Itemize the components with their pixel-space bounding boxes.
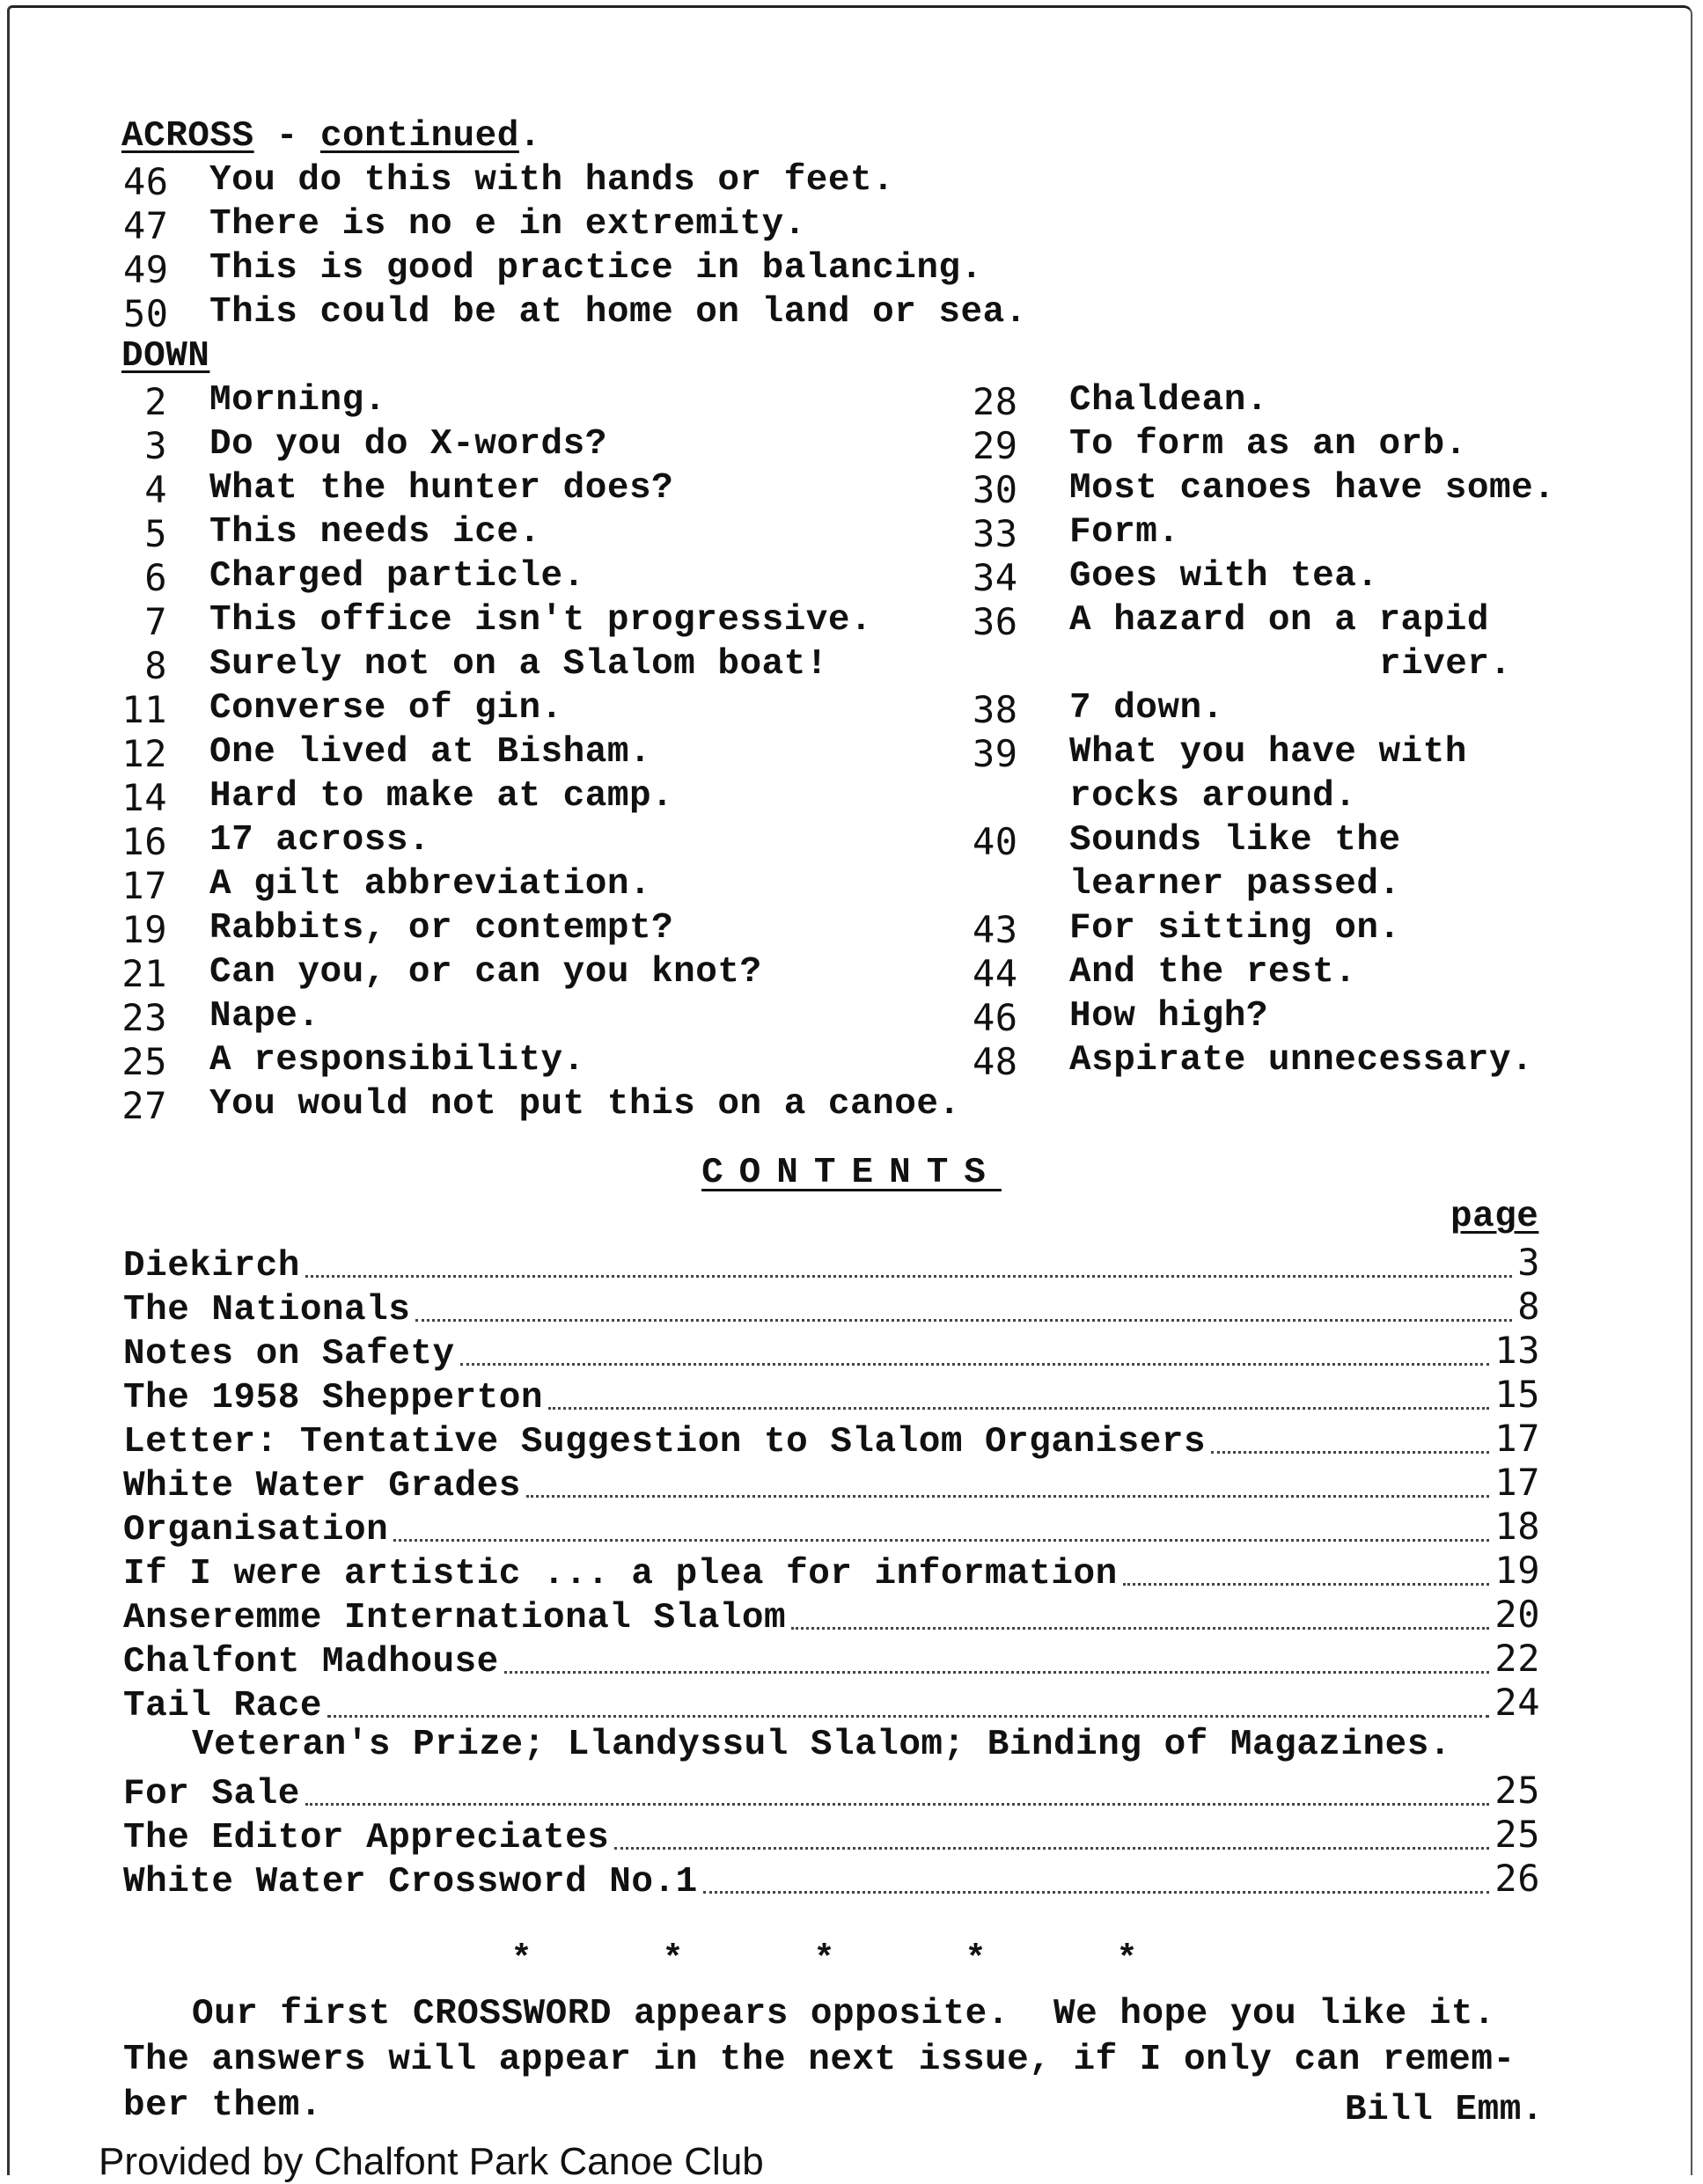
- toc-title: White Water Grades: [123, 1466, 521, 1506]
- toc-entry: [123, 1329, 1540, 1373]
- clue-text: For sitting on.: [1069, 908, 1401, 949]
- clue-number: 36: [973, 600, 1018, 643]
- clue-text: A gilt abbreviation.: [209, 864, 652, 905]
- across-label: ACROSS: [121, 116, 254, 157]
- clue-number: 11: [121, 688, 167, 731]
- toc-leader: [703, 1891, 1490, 1894]
- clue-number: 48: [973, 1040, 1018, 1083]
- clue-number: 2: [144, 380, 167, 423]
- clue-text: Do you do X-words?: [209, 424, 607, 465]
- across-sep: -: [253, 116, 320, 157]
- toc-page: 8: [1517, 1285, 1540, 1328]
- toc-title: The Nationals: [123, 1290, 411, 1330]
- clue-text: 17 across.: [209, 820, 431, 861]
- clue-number: 14: [121, 776, 167, 819]
- toc-page: 17: [1494, 1461, 1540, 1504]
- toc-entry: [123, 1241, 1540, 1285]
- across-dot: .: [518, 116, 541, 157]
- toc-leader: [504, 1671, 1490, 1674]
- toc-title: Notes on Safety: [123, 1334, 455, 1374]
- clue-text: You do this with hands or feet.: [209, 160, 895, 201]
- toc-entry: [123, 1681, 1540, 1725]
- toc-page: 13: [1494, 1329, 1540, 1372]
- clue-text: 7 down.: [1069, 688, 1224, 729]
- clue-number: 47: [123, 204, 169, 247]
- clue-number: 43: [973, 908, 1018, 951]
- toc-entry: [123, 1813, 1540, 1857]
- clue-number: 38: [973, 688, 1018, 731]
- down-label: DOWN: [121, 336, 210, 377]
- toc-title: The Editor Appreciates: [123, 1818, 610, 1858]
- toc-leader: [1123, 1583, 1490, 1586]
- clue-text: How high?: [1069, 996, 1268, 1037]
- toc-leader: [393, 1539, 1489, 1542]
- footer-provided-by: Provided by Chalfont Park Canoe Club: [99, 2140, 764, 2183]
- clue-number: 21: [121, 952, 167, 995]
- clue-text: What the hunter does?: [209, 468, 674, 509]
- toc-entry: [123, 1593, 1540, 1637]
- down-heading: [121, 336, 209, 377]
- toc-leader: [305, 1803, 1490, 1806]
- clue-text: Nape.: [209, 996, 320, 1037]
- toc-entry: [123, 1505, 1540, 1549]
- note-line-3: ber them.: [123, 2085, 322, 2126]
- clue-number: 46: [123, 160, 169, 203]
- clue-number: 7: [144, 600, 167, 643]
- toc-title: If I were artistic ... a plea for information: [123, 1554, 1118, 1594]
- toc-title: Letter: Tentative Suggestion to Slalom Organisers: [123, 1422, 1207, 1462]
- clue-number: 27: [121, 1084, 167, 1127]
- toc-leader: [791, 1627, 1489, 1630]
- contents-title-text: CONTENTS: [701, 1153, 1002, 1193]
- toc-title: Diekirch: [123, 1246, 300, 1286]
- clue-text-continued: river.: [1379, 644, 1512, 685]
- clue-text: One lived at Bisham.: [209, 732, 652, 773]
- clue-number: 12: [121, 732, 167, 775]
- toc-leader: [415, 1319, 1512, 1322]
- clue-text: There is no e in extremity.: [209, 204, 806, 245]
- clue-text: Morning.: [209, 380, 386, 421]
- clue-text: Chaldean.: [1069, 380, 1268, 421]
- toc-leader: [460, 1363, 1490, 1366]
- clue-number: 8: [144, 644, 167, 687]
- toc-leader: [1211, 1451, 1489, 1454]
- clue-number: 17: [121, 864, 167, 907]
- clue-text: You would not put this on a canoe.: [209, 1084, 961, 1125]
- clue-number: 46: [973, 996, 1018, 1039]
- clue-text: And the rest.: [1069, 952, 1357, 993]
- clue-text: Converse of gin.: [209, 688, 563, 729]
- clue-number: 23: [121, 996, 167, 1039]
- clue-number: 29: [973, 424, 1018, 467]
- toc-page: 22: [1494, 1637, 1540, 1680]
- toc-page: 17: [1494, 1417, 1540, 1460]
- clue-number: 49: [123, 248, 169, 291]
- clue-text: Goes with tea.: [1069, 556, 1379, 597]
- toc-entry: [123, 1769, 1540, 1813]
- clue-number: 34: [973, 556, 1018, 599]
- clue-text: This could be at home on land or sea.: [209, 292, 1027, 333]
- clue-number: 50: [123, 292, 169, 335]
- toc-leader: [548, 1407, 1489, 1410]
- clue-text: Can you, or can you knot?: [209, 952, 762, 993]
- toc-entry: [123, 1417, 1540, 1461]
- clue-text: Sounds like the: [1069, 820, 1401, 861]
- clue-text: This needs ice.: [209, 512, 541, 553]
- clue-text-continued: learner passed.: [1069, 864, 1401, 905]
- note-line-2: The answers will appear in the next issue, if I only can remem-: [123, 2040, 1516, 2080]
- toc-leader: [614, 1847, 1489, 1850]
- clue-text: Hard to make at camp.: [209, 776, 674, 817]
- toc-entry: [123, 1285, 1540, 1329]
- clue-text: This is good practice in balancing.: [209, 248, 983, 289]
- clue-text: What you have with: [1069, 732, 1467, 773]
- toc-title: For Sale: [123, 1774, 300, 1814]
- toc-entry: [123, 1461, 1540, 1505]
- clue-number: 30: [973, 468, 1018, 511]
- clue-text: This office isn't progressive.: [209, 600, 873, 641]
- clue-text-continued: rocks around.: [1069, 776, 1357, 817]
- toc-leader: [327, 1715, 1489, 1718]
- toc-title: White Water Crossword No.1: [123, 1862, 698, 1902]
- clue-number: 39: [973, 732, 1018, 775]
- toc-title: Anseremme International Slalom: [123, 1598, 787, 1638]
- clue-text: Charged particle.: [209, 556, 585, 597]
- clue-number: 44: [973, 952, 1018, 995]
- clue-number: 4: [144, 468, 167, 511]
- toc-page: 24: [1494, 1681, 1540, 1724]
- editor-signature: Bill Emm.: [1345, 2090, 1544, 2130]
- toc-entry: [123, 1373, 1540, 1417]
- clue-text: Most canoes have some.: [1069, 468, 1556, 509]
- toc-page: 25: [1494, 1769, 1540, 1812]
- clue-number: 28: [973, 380, 1018, 423]
- toc-page: 3: [1517, 1241, 1540, 1284]
- toc-entry: [123, 1549, 1540, 1593]
- toc-title: The 1958 Shepperton: [123, 1378, 543, 1418]
- clue-number: 40: [973, 820, 1018, 863]
- toc-subentry: Veteran's Prize; Llandyssul Slalom; Binding of Magazines.: [192, 1725, 1451, 1765]
- separator-stars: * * * * *: [510, 1940, 1193, 1980]
- toc-page: 25: [1494, 1813, 1540, 1856]
- toc-entry: [123, 1857, 1540, 1901]
- page-column-label: page: [1450, 1197, 1539, 1237]
- toc-leader: [526, 1495, 1490, 1498]
- toc-title: Tail Race: [123, 1686, 322, 1726]
- toc-title: Chalfont Madhouse: [123, 1642, 499, 1682]
- clue-number: 19: [121, 908, 167, 951]
- clue-number: 6: [144, 556, 167, 599]
- clue-text: Form.: [1069, 512, 1180, 553]
- contents-title: [0, 1153, 1703, 1193]
- toc-page: 26: [1494, 1857, 1540, 1900]
- clue-text: Surely not on a Slalom boat!: [209, 644, 828, 685]
- note-line-1: Our first CROSSWORD appears opposite. We hope you like it.: [192, 1994, 1496, 2034]
- toc-page: 18: [1494, 1505, 1540, 1548]
- clue-number: 33: [973, 512, 1018, 555]
- clue-text: A hazard on a rapid: [1069, 600, 1489, 641]
- toc-title: Organisation: [123, 1510, 389, 1550]
- clue-text: A responsibility.: [209, 1040, 585, 1081]
- clue-text: To form as an orb.: [1069, 424, 1467, 465]
- clue-text: Aspirate unnecessary.: [1069, 1040, 1534, 1081]
- clue-number: 3: [144, 424, 167, 467]
- clue-number: 5: [144, 512, 167, 555]
- toc-page: 15: [1494, 1373, 1540, 1416]
- across-heading: [121, 116, 541, 157]
- toc-page: 19: [1494, 1549, 1540, 1592]
- across-suffix: continued: [319, 116, 519, 157]
- clue-number: 16: [121, 820, 167, 863]
- clue-text: Rabbits, or contempt?: [209, 908, 674, 949]
- toc-page: 20: [1494, 1593, 1540, 1636]
- clue-number: 25: [121, 1040, 167, 1083]
- toc-leader: [305, 1275, 1512, 1278]
- toc-entry: [123, 1637, 1540, 1681]
